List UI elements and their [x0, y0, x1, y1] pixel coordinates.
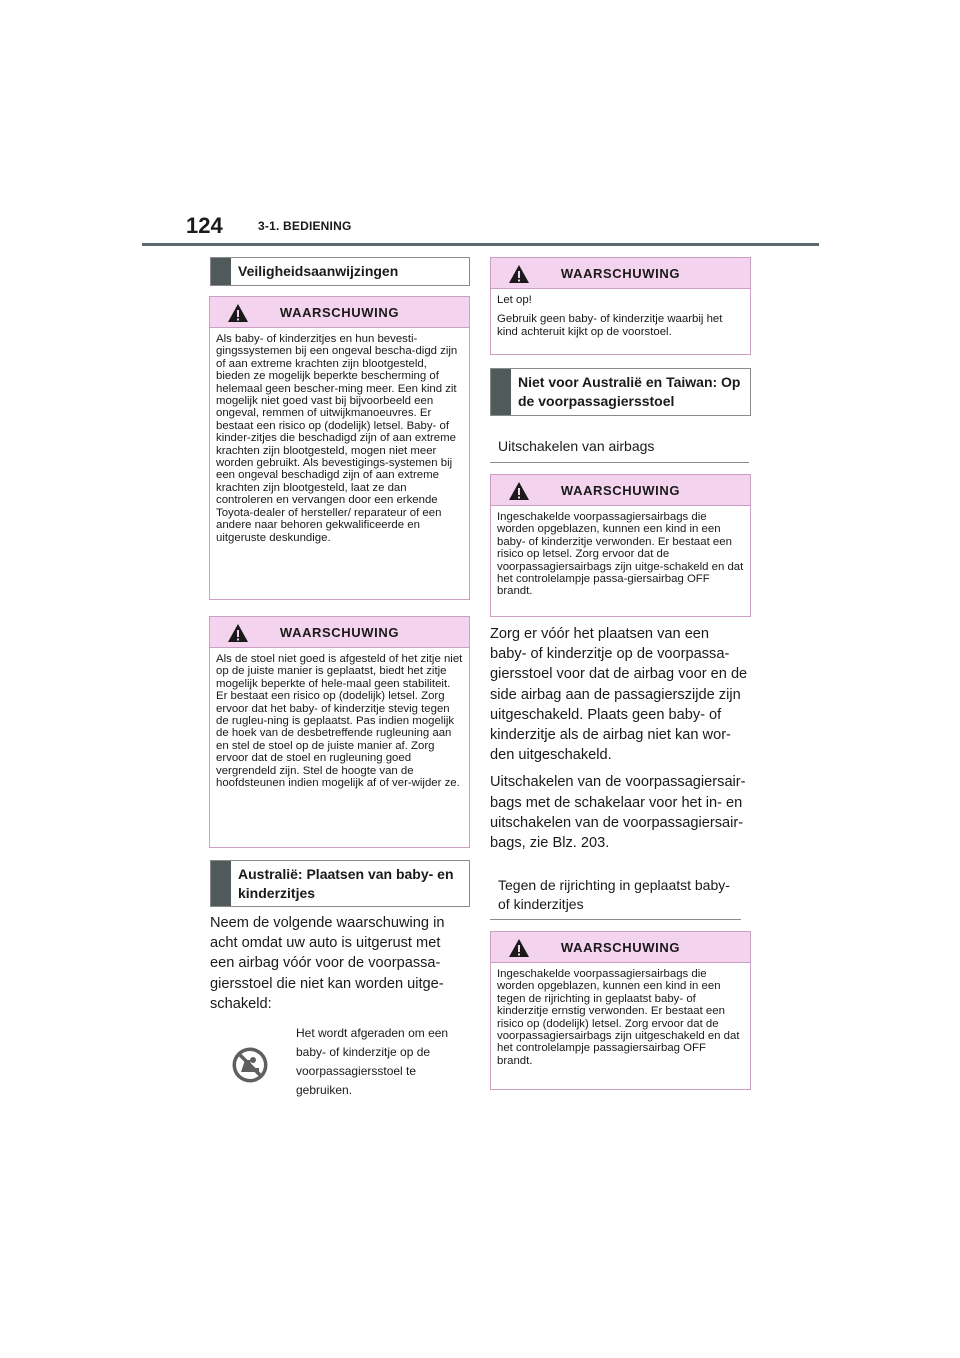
warning-title: WAARSCHUWING [279, 304, 400, 320]
warning-box-2 [209, 616, 470, 848]
no-child-seat-icon [231, 1046, 269, 1084]
warning-triangle-icon [227, 303, 249, 323]
warning-title: WAARSCHUWING [560, 482, 681, 498]
warning-header [210, 297, 469, 328]
warning-text: Ingeschakelde voorpassagiersairbags die worden opgeblazen, kunnen een kind in een tegen de rijrichting in geplaatst baby- of kinderzitje ernstig verwonden. Er bestaat een risico op (dodelijk) letsel. Zorg ervoor dat de voorpassagiersairbags zijn uitgeschakeld en dat het controlelampje passagiersairbag OFF brandt. [497, 968, 740, 1067]
heading-safety-text: Veiligheidsaanwijzingen [238, 263, 399, 279]
warning-title: WAARSCHUWING [279, 624, 400, 640]
warning-header [210, 617, 469, 648]
heading-bar [211, 861, 231, 906]
subheading-airbags: Uitschakelen van airbags [490, 437, 749, 463]
airbag-paragraphs [490, 624, 749, 860]
warning-text: Ingeschakelde voorpassagiersairbags die worden opgeblazen, kunnen een kind in een baby- of kinderzitje verwonden. Er bestaat een risico op letsel. Zorg ervoor dat de voorpassagiersairbags zijn uitge-schakeld en dat het controlelampje passa-giersairbag OFF brandt. [497, 511, 744, 598]
header-rule [142, 243, 819, 246]
warning-title: WAARSCHUWING [560, 939, 681, 955]
heading-safety [210, 257, 470, 286]
paragraph-text: Zorg er vóór het plaatsen van een baby- of kinderzitje op de voorpassa-giersstoel voor dat de airbag voor en de side airbag aan de passagierszijde zijn uitgeschakeld. Plaats geen baby- of kinderzitje als de airbag niet kan wor-den uitgeschakeld. [490, 626, 748, 764]
icon-caption: Het wordt afgeraden om een baby- of kinderzitje op de voorpassagiersstoel te gebruiken. [296, 1026, 449, 1097]
warning-text: Als baby- of kinderzitjes en hun bevesti-gingssystemen bij een ongeval bescha-digd zijn of aan extreme krachten zijn blootgesteld, bieden ze mogelijk beperkte bescherming of helemaal geen bescher-ming meer. Een kind zit mogelijk niet goed vast bij bijvoorbeeld een ongeval, remmen of uitwijkmanoeuvres. Er bestaat een risico op (dodelijk) letsel. Baby- of kinder-zitjes die beschadigd zijn of aan extreme krachten zijn blootgesteld, mogen niet meer worden gebruikt. Als bevestigings-systemen bij een ongeval beschadigd zijn of aan extreme krachten zijn blootgesteld, laat ze dan controleren en vervangen door een erkende Toyota-dealer of hersteller/ reparateur of een andere naar behoren gekwalificeerde en uitgeruste deskundige. [216, 333, 458, 544]
warning-box-3 [490, 257, 751, 355]
subheading-rearward: Tegen de rijrichting in geplaatst baby- of kinderzitjes [490, 876, 741, 920]
heading-bar [491, 369, 511, 415]
australia-paragraph [210, 913, 468, 1021]
warning-box-4 [490, 474, 751, 617]
heading-australia-text: Australië: Plaatsen van baby- en kinderzitjes [238, 865, 454, 901]
paragraph-text: Uitschakelen van de voorpassagiersair-bags met de schakelaar voor het in- en uitschakelen van de voorpassagiersair-bags, zie Blz. 203. [490, 774, 746, 852]
warning-header [491, 932, 750, 963]
warning-triangle-icon [227, 623, 249, 643]
warning-header [491, 475, 750, 506]
warning-text: Als de stoel niet goed is afgesteld of het zitje niet op de juiste manier is geplaatst, biedt het zitje mogelijk beperkte of hele-maal geen stabiliteit. Er bestaat een risico op (dodelijk) letsel. Zorg ervoor dat het baby- of kinderzitje stevig tegen de rugleu-ning is geplaatst. Pas indien mogelijk de hoek van de desbetreffende rugleuning aan en stel de stoel op de juiste manier af. Zorg ervoor dat de stoel en rugleuning goed vergrendeld zijn. Stel de hoogte van de hoofdsteunen indien mogelijk af of ver-wijder ze. [216, 653, 463, 790]
warning-text: Gebruik geen baby- of kinderzitje waarbij het kind achteruit kijkt op de voorstoel. [497, 313, 723, 338]
warning-triangle-icon [508, 264, 530, 284]
warning-text: Let op! [497, 294, 532, 306]
page-number: 124 [186, 213, 223, 238]
paragraph-text: Neem de volgende waarschuwing in acht omdat uw auto is uitgerust met een airbag vóór voor de voorpassa-giersstoel die niet kan worden uitge-schakeld: [210, 915, 445, 1012]
section-title: 3-1. BEDIENING [258, 219, 352, 233]
heading-australia [210, 860, 470, 907]
warning-triangle-icon [508, 481, 530, 501]
warning-title: WAARSCHUWING [560, 265, 681, 281]
heading-not-australia [490, 368, 751, 416]
heading-not-australia-text: Niet voor Australië en Taiwan: Op de voorpassagiersstoel [518, 374, 741, 409]
warning-box-1 [209, 296, 470, 600]
warning-triangle-icon [508, 938, 530, 958]
heading-bar [211, 258, 231, 285]
warning-box-5 [490, 931, 751, 1090]
warning-header [491, 258, 750, 289]
